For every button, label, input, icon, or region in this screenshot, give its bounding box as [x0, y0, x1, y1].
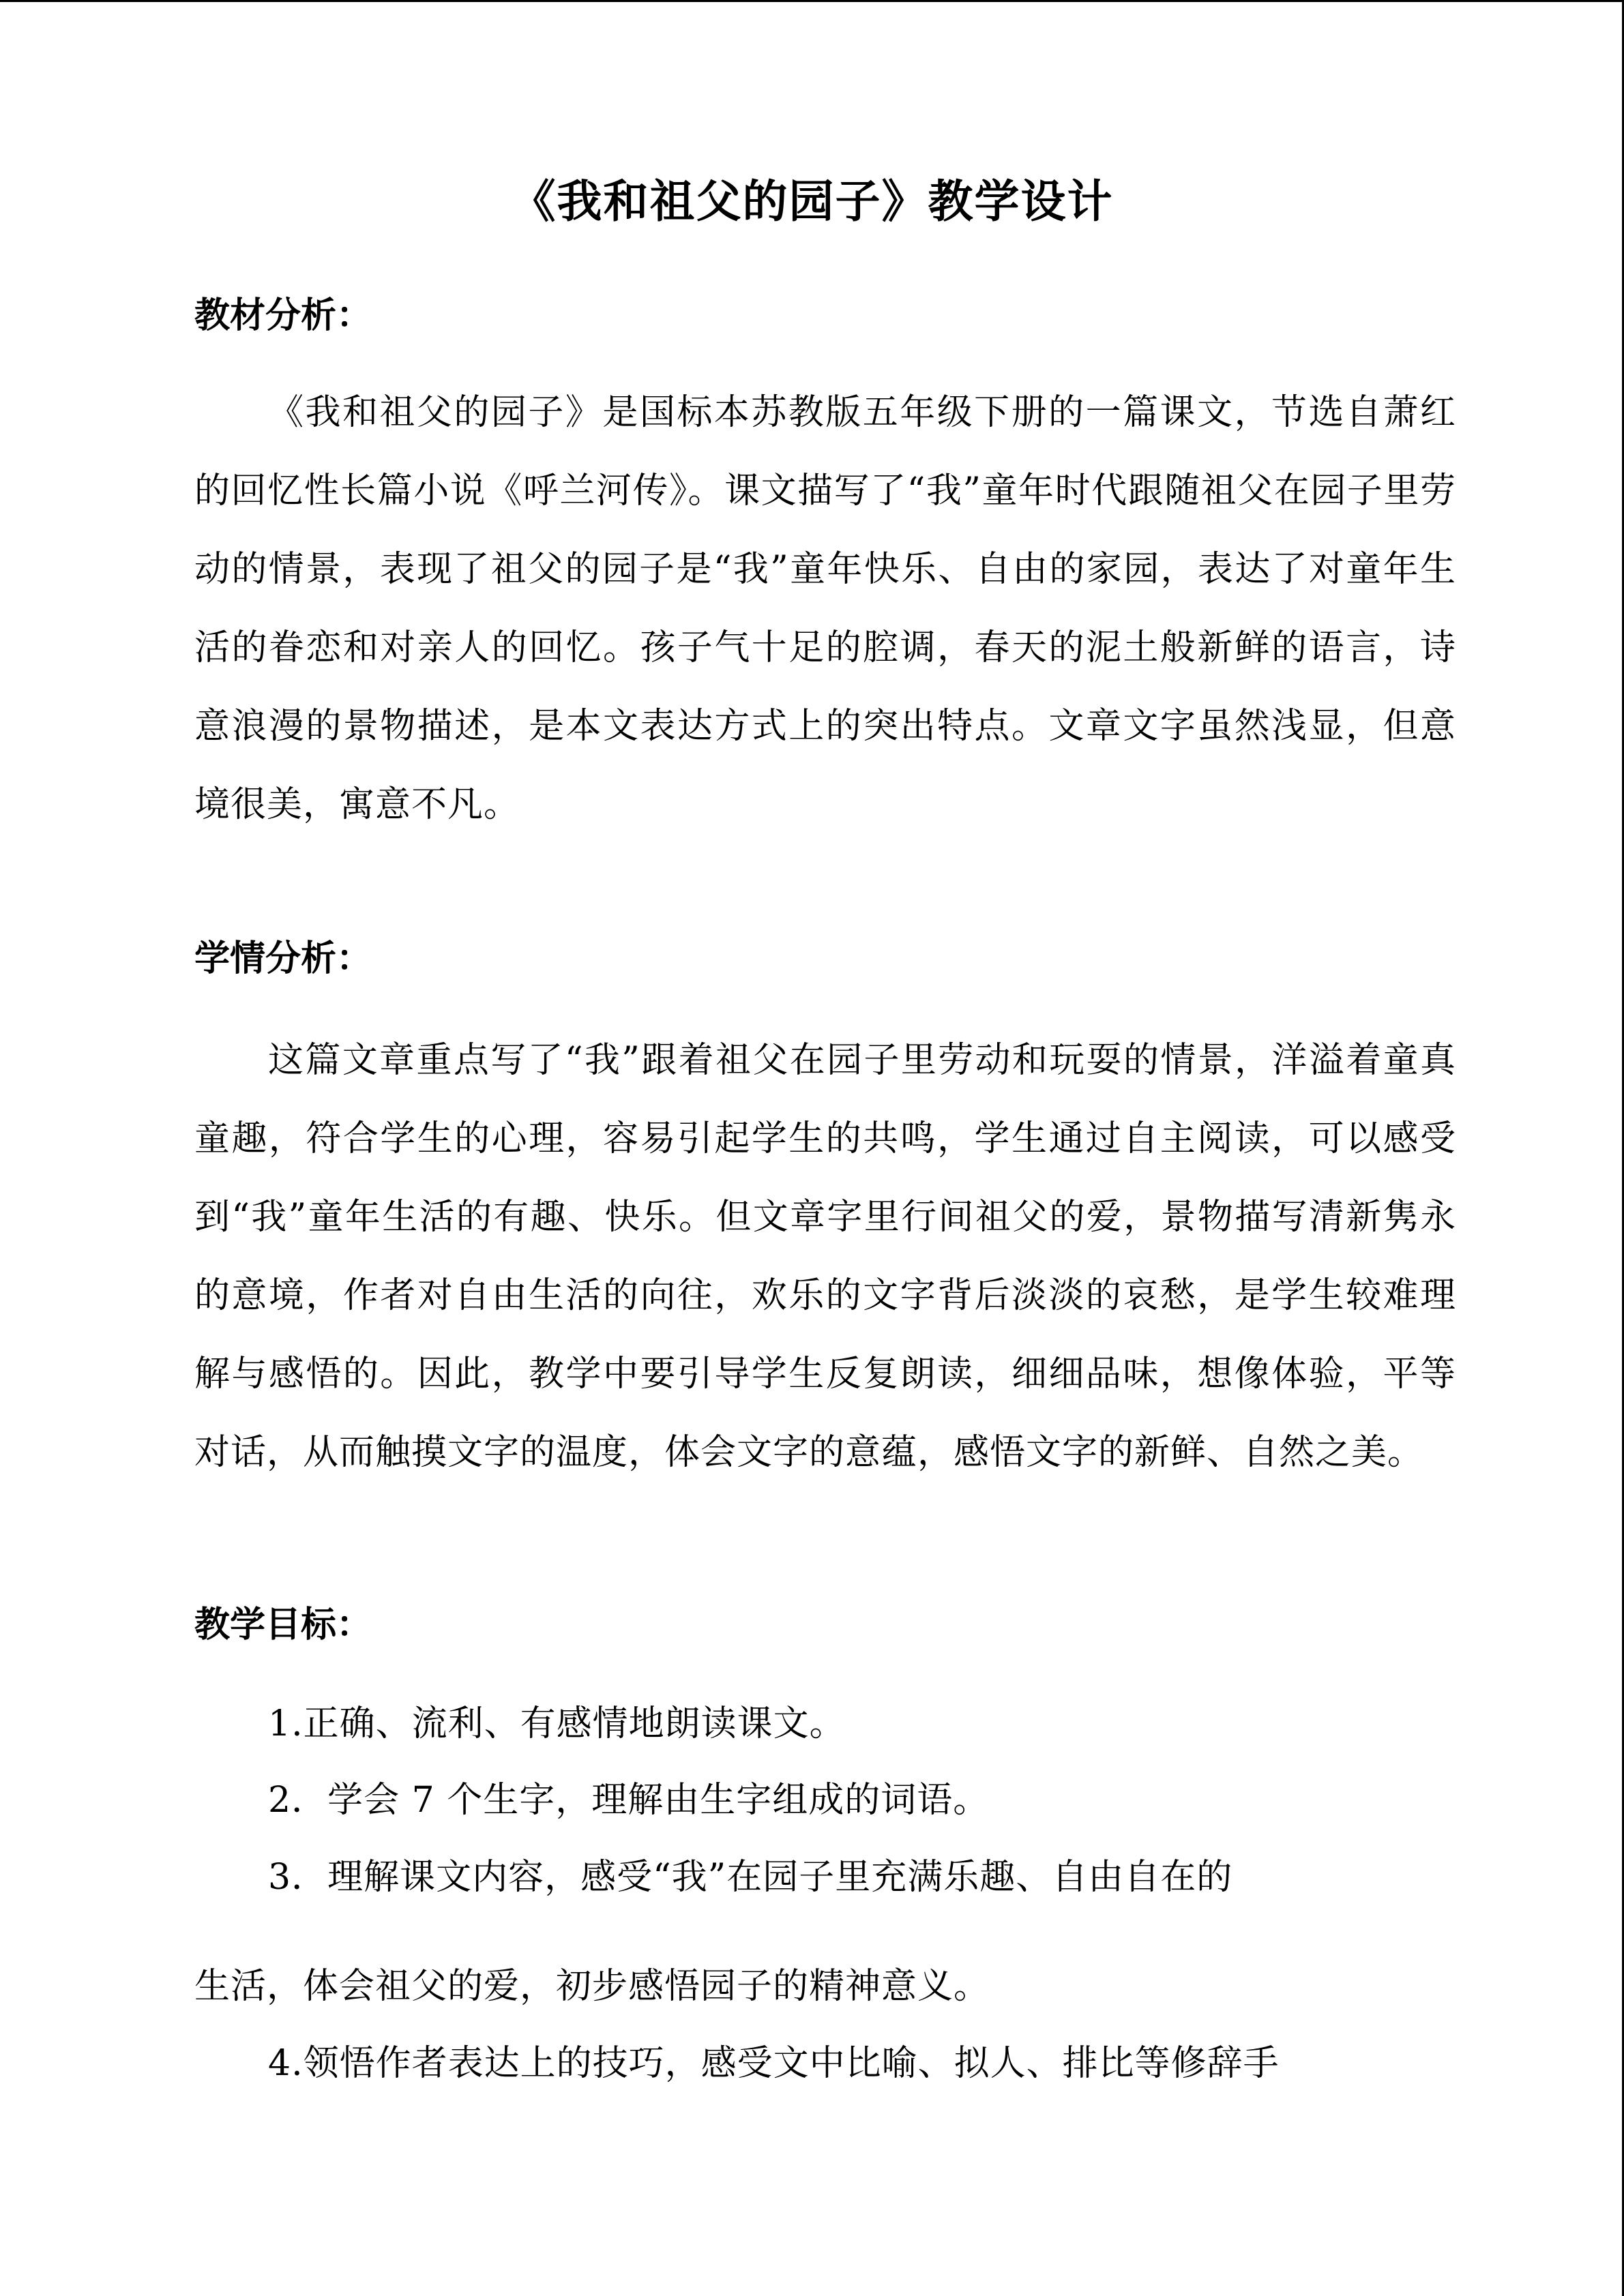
goal-item-4: 4.领悟作者表达上的技巧，感受文中比喻、拟人、排比等修辞手: [268, 2043, 1280, 2084]
document-title: 《我和祖父的园子》教学设计: [510, 175, 1114, 228]
goal-item-2: 2．学会 7 个生字，理解由生字组成的词语。: [268, 1780, 990, 1821]
section-heading-teaching-goals: 教学目标：: [194, 1605, 372, 1645]
paragraph-student-analysis: 这篇文章重点写了“我”跟着祖父在园子里劳动和玩耍的情景，洋溢着童真童趣，符合学生的心理，容易引起学生的共鸣，学生通过自主阅读，可以感受到“我”童年生活的有趣、快乐。但文章字里行间祖父的爱，景物描写清新隽永的意境，作者对自由生活的向往，欢乐的文字背后淡淡的哀愁，是学生较难理解与感悟的。因此，教学中要引导学生反复朗读，细细品味，想像体验，平等对话，从而触摸文字的温度，体会文字的意蕴，感悟文字的新鲜、自然之美。: [194, 1040, 1456, 1473]
paragraph-textbook-analysis: 《我和祖父的园子》是国标本苏教版五年级下册的一篇课文，节选自萧红的回忆性长篇小说《呼兰河传》。课文描写了“我”童年时代跟随祖父在园子里劳动的情景，表现了祖父的园子是“我”童年快乐、自由的家园，表达了对童年生活的眷恋和对亲人的回忆。孩子气十足的腔调，春天的泥土般新鲜的语言，诗意浪漫的景物描述，是本文表达方式上的突出特点。文章文字虽然浅显，但意境很美，寓意不凡。: [194, 392, 1456, 825]
section-heading-student-analysis: 学情分析：: [194, 938, 372, 979]
goal-item-3: 3．理解课文内容，感受“我”在园子里充满乐趣、自由自在的: [268, 1857, 1233, 1898]
goal-item-3-continued: 生活，体会祖父的爱，初步感悟园子的精神意义。: [194, 1966, 990, 2007]
goal-item-1: 1.正确、流利、有感情地朗读课文。: [268, 1703, 846, 1744]
section-heading-textbook-analysis: 教材分析：: [194, 295, 372, 336]
